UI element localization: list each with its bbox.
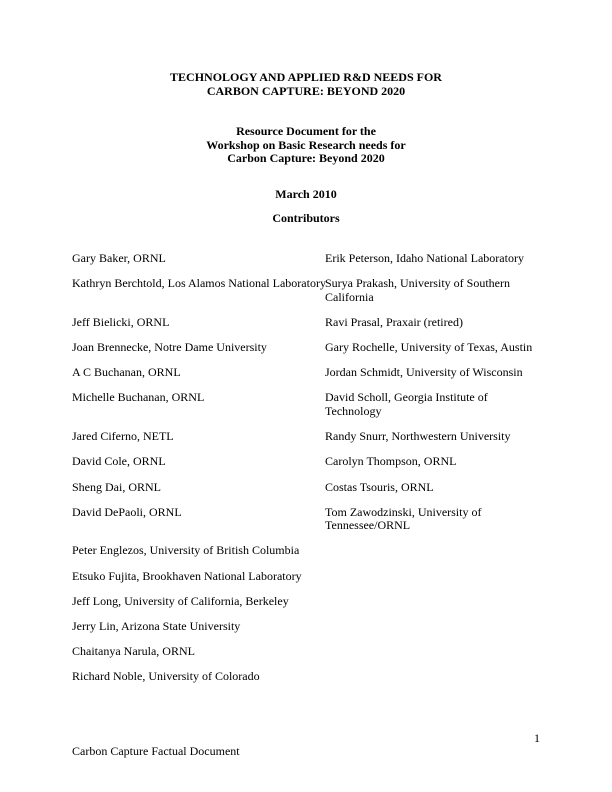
- contributor-row: [72, 670, 540, 684]
- contributor-row: [72, 595, 540, 609]
- contributor-row: [72, 506, 540, 533]
- contributor-right: David Scholl, Georgia Institute of Technology: [325, 390, 488, 418]
- footer-document-label: Carbon Capture Factual Document: [72, 744, 240, 758]
- contributor-row: [72, 544, 540, 558]
- contributor-row: [72, 316, 540, 330]
- contributor-left: Joan Brennecke, Notre Dame University: [72, 340, 267, 355]
- contributor-right: Jordan Schmidt, University of Wisconsin: [325, 365, 523, 380]
- contributor-right: Carolyn Thompson, ORNL: [325, 454, 457, 469]
- contributor-row: [72, 430, 540, 444]
- contributor-row: [72, 455, 540, 469]
- contributor-right: Costas Tsouris, ORNL: [325, 479, 434, 494]
- document-title-line1: TECHNOLOGY AND APPLIED R&D NEEDS FOR: [170, 70, 442, 84]
- contributor-left: Kathryn Berchtold, Los Alamos National Laboratory: [72, 276, 326, 291]
- document-title: [0, 71, 612, 98]
- document-subtitle-line1: Resource Document for the: [236, 124, 376, 138]
- contributor-right: Surya Prakash, University of Southern California: [325, 276, 510, 304]
- contributor-right: Randy Snurr, Northwestern University: [325, 429, 511, 444]
- contributor-row: [72, 481, 540, 495]
- contributor-right: Erik Peterson, Idaho National Laboratory: [325, 251, 524, 265]
- contributor-left: Chaitanya Narula, ORNL: [72, 644, 195, 659]
- contributor-left: Sheng Dai, ORNL: [72, 479, 161, 494]
- contributor-row: [72, 645, 540, 659]
- contributor-left: Etsuko Fujita, Brookhaven National Laboratory: [72, 568, 302, 583]
- contributor-row: [72, 341, 540, 355]
- contributor-left: Jeff Long, University of California, Berkeley: [72, 593, 289, 608]
- contributor-left: Peter Englezos, University of British Columbia: [72, 543, 300, 558]
- contributor-right: Tom Zawodzinski, University of Tennessee/ORNL: [325, 504, 482, 533]
- document-subtitle-line3: Carbon Capture: Beyond 2020: [227, 151, 385, 165]
- contributor-left: Jeff Bielicki, ORNL: [72, 314, 170, 329]
- contributor-right: Gary Rochelle, University of Texas, Austin: [325, 340, 533, 355]
- document-title-line2: CARBON CAPTURE: BEYOND 2020: [206, 83, 406, 98]
- document-subtitle: [0, 125, 612, 166]
- contributor-row: [72, 277, 540, 304]
- document-subtitle-line2: Workshop on Basic Research needs for: [206, 137, 406, 152]
- contributor-right: Ravi Prasal, Praxair (retired): [325, 314, 463, 329]
- contributor-left: Michelle Buchanan, ORNL: [72, 390, 205, 405]
- contributor-left: A C Buchanan, ORNL: [72, 365, 181, 380]
- page-number: 1: [534, 731, 540, 745]
- contributor-left: Gary Baker, ORNL: [72, 251, 166, 265]
- contributor-row: [72, 570, 540, 584]
- contributor-left: Jerry Lin, Arizona State University: [72, 618, 241, 633]
- contributor-left: Jared Ciferno, NETL: [72, 429, 174, 444]
- contributor-row: [72, 391, 540, 418]
- document-date: March 2010: [275, 187, 337, 201]
- contributors-table: [72, 252, 540, 696]
- contributor-left: David DePaoli, ORNL: [72, 504, 182, 519]
- contributor-left: David Cole, ORNL: [72, 454, 166, 469]
- contributor-row: [72, 252, 540, 266]
- contributor-left: Richard Noble, University of Colorado: [72, 669, 260, 684]
- contributor-row: [72, 366, 540, 380]
- contributor-row: [72, 620, 540, 634]
- contributors-heading: Contributors: [272, 211, 340, 225]
